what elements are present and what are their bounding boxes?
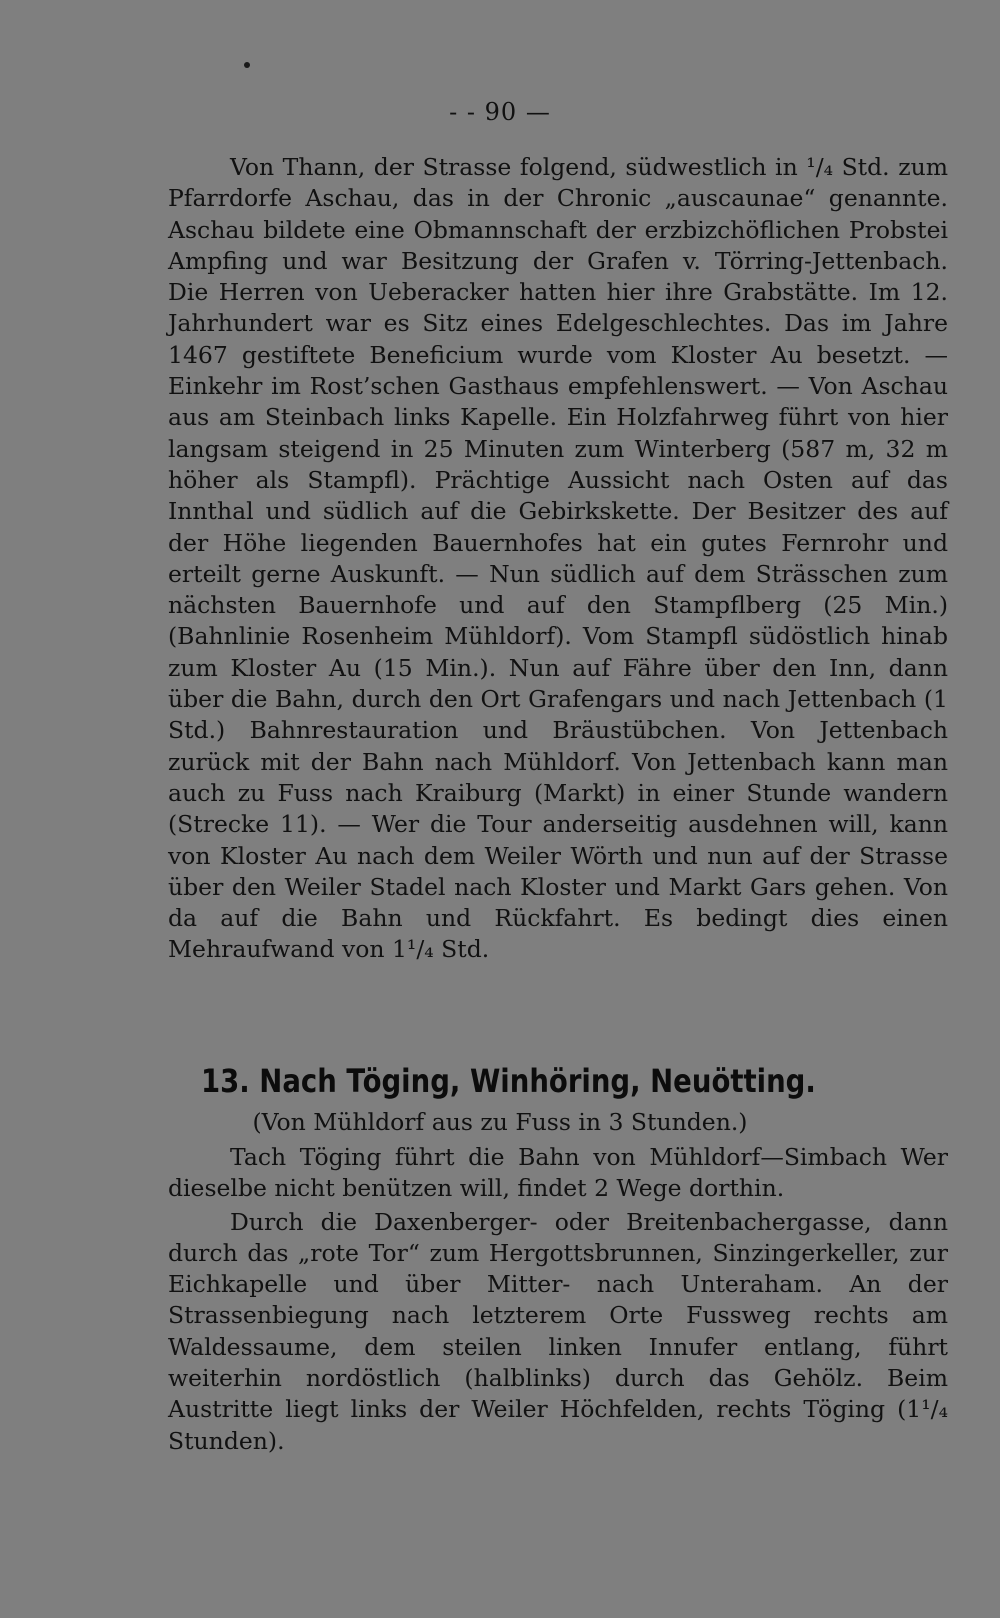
page-number: - - 90 — [449, 98, 551, 126]
paragraph-bahn: Tach Töging führt die Bahn von Mühldorf—Simbach Wer dieselbe nicht benützen will, findet 2 Wege dorthin. [168, 1143, 948, 1203]
section-text-block [168, 1142, 948, 1457]
section-subtitle: (Von Mühldorf aus zu Fuss in 3 Stunden.) [252, 1108, 748, 1136]
section-title: 13. Nach Töging, Winhöring, Neuötting. [200, 1062, 816, 1100]
body-text-block [168, 152, 948, 966]
paragraph-weg: Durch die Daxenberger- oder Breitenbachergasse, dann durch das „rote Tor“ zum Hergottsbrunnen, Sinzingerkeller, zur Eichkapelle und über Mitter- nach Unteraham. An der Strassenbiegung nach letzterem Orte Fussweg rechts am Waldessaume, dem steilen linken Innufer entlang, führt weiterhin nordöstlich (halblinks) durch das Gehölz. Beim Austritte liegt links der Weiler Höchfelden, rechts Töging (1¹/₄ Stunden). [168, 1207, 948, 1455]
print-speck [244, 62, 250, 68]
paragraph-aschau: Von Thann, der Strasse folgend, südwestlich in ¹/₄ Std. zum Pfarrdorfe Aschau, das in der Chronic „auscaunae“ genannte. Aschau bildete eine Obmannschaft der erzbizchöflichen Probstei Ampfing und war Besitzung der Grafen v. Törring-Jettenbach. Die Herren von Ueberacker hatten hier ihre Grabstätte. Im 12. Jahrhundert war es Sitz eines Edelgeschlechtes. Das im Jahre 1467 gestiftete Beneficium wurde vom Kloster Au besetzt. — Einkehr im Rost’schen Gasthaus empfehlenswert. — Von Aschau aus am Steinbach links Kapelle. Ein Holzfahrweg führt von hier langsam steigend in 25 Minuten zum Winterberg (587 m, 32 m höher als Stampfl). Prächtige Aussicht nach Osten auf das Innthal und südlich auf die Gebirkskette. Der Besitzer des auf der Höhe liegenden Bauernhofes hat ein gutes Fernrohr und erteilt gerne Auskunft. — Nun südlich auf dem Strässchen zum nächsten Bauernhofe und auf den Stampflberg (25 Min.) (Bahnlinie Rosenheim Mühldorf). Vom Stampfl südöstlich hinab zum Kloster Au (15 Min.). Nun auf Fähre über den Inn, dann über die Bahn, durch den Ort Grafengars und nach Jettenbach (1 Std.) Bahnrestauration und Bräustübchen. Von Jettenbach zurück mit der Bahn nach Mühldorf. Von Jettenbach kann man auch zu Fuss nach Kraiburg (Markt) in einer Stunde wandern (Strecke 11). — Wer die Tour anderseitig ausdehnen will, kann von Kloster Au nach dem Weiler Wörth und nun auf der Strasse über den Weiler Stadel nach Kloster und Markt Gars gehen. Von da auf die Bahn und Rückfahrt. Es bedingt dies einen Mehraufwand von 1¹/₄ Std. [168, 153, 948, 964]
